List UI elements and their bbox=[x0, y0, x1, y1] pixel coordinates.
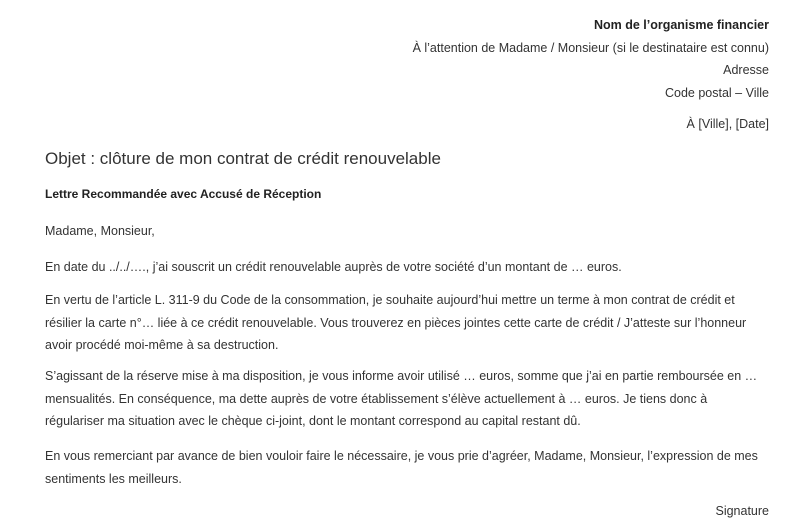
paragraph-repayment: S’agissant de la réserve mise à ma disposition, je vous informe avoir utilisé … euros, somme que j’ai en partie remboursée en … mensualités. En conséquence, ma dette auprès de votre établissement s’élève actuellement à … euros. Je tiens donc à régulariser ma situation avec le chèque ci-joint, dont le montant correspond au capital restant dû. bbox=[45, 369, 758, 428]
signature: Signature bbox=[715, 504, 769, 518]
letter-subject: Objet : clôture de mon contrat de crédit renouvelable bbox=[45, 149, 441, 168]
recipient-organization: Nom de l’organisme financier bbox=[593, 18, 769, 32]
paragraph-closing: En vous remerciant par avance de bien vouloir faire le nécessaire, je vous prie d’agréer, Madame, Monsieur, l’expression de mes sentiments les meilleurs. bbox=[45, 449, 758, 486]
paragraph-subscription: En date du ../../…., j’ai souscrit un crédit renouvelable auprès de votre société d’un montant de … euros. bbox=[45, 260, 622, 274]
recipient-postal-city: Code postal – Ville bbox=[664, 85, 769, 100]
salutation: Madame, Monsieur, bbox=[45, 224, 155, 238]
recipient-block bbox=[413, 14, 769, 104]
recipient-attention: À l’attention de Madame / Monsieur (si le destinataire est connu) bbox=[412, 40, 769, 55]
place-date: À [Ville], [Date] bbox=[686, 117, 769, 131]
registered-mail-label: Lettre Recommandée avec Accusé de Réception bbox=[45, 187, 322, 201]
paragraph-termination: En vertu de l’article L. 311-9 du Code de la consommation, je souhaite aujourd’hui mettre un terme à mon contrat de crédit et résilier la carte n°… liée à ce crédit renouvelable. Vous trouverez en pièces jointes cette carte de crédit / J’atteste sur l’honneur avoir procédé moi-même à sa destruction. bbox=[45, 293, 747, 352]
recipient-address: Adresse bbox=[723, 63, 769, 77]
